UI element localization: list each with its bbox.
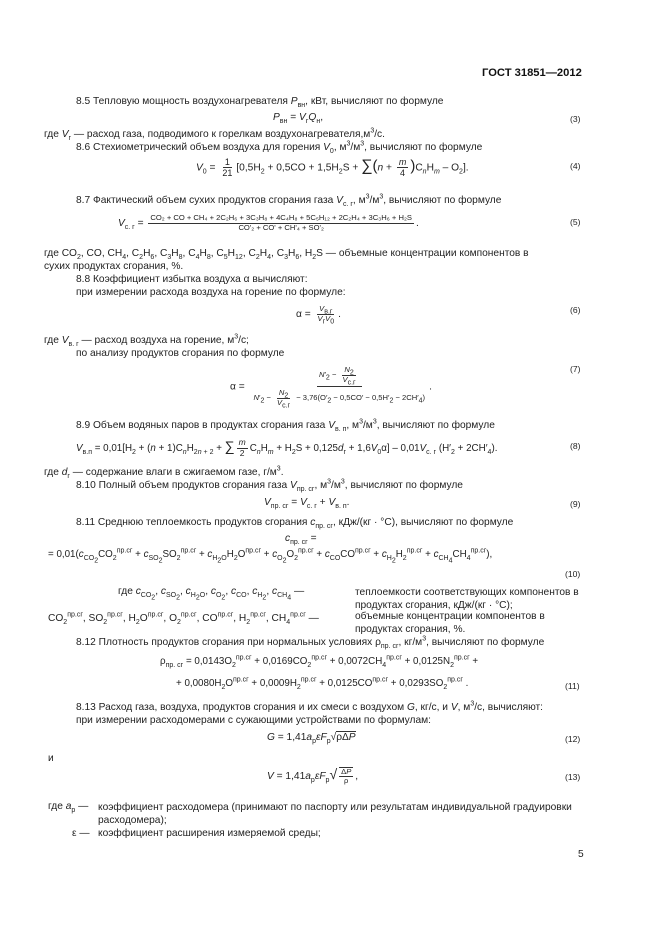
document-header: ГОСТ 31851—2012 xyxy=(482,67,582,79)
formula-12: $G = 1,41a_р\varepsilon F_р√\rho\Delta P$ xyxy=(267,732,356,746)
formula-9-number: (9) xyxy=(570,499,581,509)
para-8-12: 8.12 Плотность продуктов сгорания при нормальных условиях $\rho_{пр. сг}$, $кг/м^3$, вычисляют по формуле xyxy=(76,635,545,651)
formula-5: $V_{с. г}$ = CO₂ + CO + CH₄ + 2C₂H₆ + 3C₃H₈ + 4C₄H₈ + 5C₅H₁₂ + 2C₂H₄ + 3C₃H₆ + H₂S CO'₂ + CO' + CH'₄ + SO'₂ . xyxy=(118,213,419,232)
formula-10: = $0,01(c_{CO_2}CO_2^{пр.сг} + c_{SO_2}SO_2^{пр.сг} + c_{H_2O}H_2O^{пр.сг} + c_{O_2}O_2^{пр.сг} + c_{CO}CO^{пр.сг} + c_{H_2}H_2^{пр.сг} + c_{CH_4}CH_4^{пр.сг})$, xyxy=(48,547,493,565)
formula-13-number: (13) xyxy=(565,772,581,782)
para-8-10: 8.10 Полный объем продуктов сгорания газа $V_{пр. сг}$, $м^3/м^3$, вычисляют по формуле xyxy=(76,478,463,494)
formula-5-numerator: CO₂ + CO + CH₄ + 2C₂H₆ + 3C₃H₈ + 4C₄H₈ + 5C₅H₁₂ + 2C₂H₄ + 3C₃H₆ + H₂S xyxy=(150,213,412,222)
def-13-1-term: где $a_р$ — xyxy=(48,801,89,815)
def-10-1-text: теплоемкости соответствующих компонентов в продуктах сгорания, кДж/(кг · °С); xyxy=(355,587,579,611)
formula-10-number: (10) xyxy=(565,569,581,579)
formula-3: $P_{вн} = V_гQ_н$, xyxy=(273,112,324,126)
def-10-2-term: $CO_2^{пр.сг}$, $SO_2^{пр.сг}$, $H_2O^{пр.сг}$, $O_2^{пр.сг}$, $CO^{пр.сг}$, $H_2^{пр.сг}$, $CH_4^{пр.сг}$ — xyxy=(48,611,319,627)
formula-6-number: (6) xyxy=(570,305,581,315)
formula-13: $V = 1,41a_р\varepsilon F_р√$ $\frac{\Delta P}{\rho}$ , xyxy=(267,766,359,786)
para-8-6: 8.6 Стехиометрический объем воздуха для горения $V_0$, $м^3/м^3$, вычисляют по формуле xyxy=(76,140,483,156)
formula-7: α = $N'_2$ − $\frac{N_2}{V_{с.г}}$ $N'_2$ − $\frac{N_2}{V_{с.г}}$ − $3,76(O'_2 - 0,5CO' - 0,5H'_2 - 2CH'_4)$ . xyxy=(230,365,432,410)
para-8-5: 8.5 Тепловую мощность воздухонагревателя $P_{вн}$, кВт, вычисляют по формуле xyxy=(76,96,444,110)
def-13-2-term: ε — xyxy=(72,828,90,839)
para-8-13-line2: при измерении расходомерами с сужающими устройствами по формулам: xyxy=(76,715,431,726)
formula-3-number: (3) xyxy=(570,114,581,124)
para-8-8-line2: при измерении расхода воздуха на горение по формуле: xyxy=(76,287,346,298)
formula-8: $V_{в.п} = 0,01[H_2 + (n + 1)C_nH_{2n + 2}$ + ∑ $\frac{m}{2}$ $C_nH_m + H_2S + 0,125d_г + 1,6V_0\alpha] - 0,01V_{с. г}$ $(H'_2 + 2CH'_4)$. xyxy=(76,437,498,458)
formula-9: $V_{пр. сг} = V_{с. г} + V_{в. п}$. xyxy=(264,497,350,511)
formula-12-number: (12) xyxy=(565,734,581,744)
para-8-9-where: где $d_г$ — содержание влаги в сжигаемом газе, $г/м^3$. xyxy=(44,465,284,481)
formula-4: $V_0$ = $\frac{1}{21}$ [$0,5H_2 + 0,5CO + 1,5H_2S + \sum(n$ + $\frac{m}{4}$ )$C_nH_m - O_2$]. xyxy=(196,157,469,179)
formula-5-number: (5) xyxy=(570,217,581,227)
para-8-8: 8.8 Коэффициент избытка воздуха α вычисляют: xyxy=(76,274,308,285)
and-word: и xyxy=(48,753,54,764)
formula-6: α = $\frac{V_{в.г}}{V_гV_0}$ . xyxy=(296,304,341,326)
para-8-5-where: где $V_г$ — расход газа, подводимого к горелкам $воздухонагревателя,м^3/с$. xyxy=(44,127,385,143)
page-number: 5 xyxy=(578,849,584,860)
para-8-9: 8.9 Объем водяных паров в продуктах сгорания газа $V_{в. п}$, $м^3/м^3$, вычисляют по формуле xyxy=(76,418,495,434)
para-8-7-where-2: сухих продуктах сгорания, %. xyxy=(44,261,184,272)
formula-11-line2: + $0,0080H_2O^{пр.сг} + 0,0009H_2^{пр.сг} + 0,0125CO^{пр.сг} + 0,0293SO_2^{пр.сг}$ . xyxy=(176,676,469,691)
para-8-8-line3: по анализу продуктов сгорания по формуле xyxy=(76,348,285,359)
formula-11-line1: $\rho_{пр. сг} = 0,0143O_2^{пр.сг} + 0,0169CO_2^{пр.сг} + 0,0072CH_4^{пр.сг} + 0,0125N_2^{пр.сг}$ + xyxy=(160,654,479,669)
formula-4-number: (4) xyxy=(570,161,581,171)
para-8-7-where-1: где $CO_2$, CO, $CH_4$, $C_2H_6$, $C_3H_8$, $C_4H_8$, $C_5H_{12}$, $C_2H_4$, $C_3H_6$, $H_2S$ — объемные концентрации компонентов в xyxy=(44,248,529,262)
para-8-8-where: где $V_{в. г}$ — расход воздуха на горение, $м^3/с$; xyxy=(44,333,249,349)
para-8-11: 8.11 Среднюю теплоемкость продуктов сгорания $c_{пр. сг}$, кДж/(кг · °С), вычисляют по формуле xyxy=(76,517,514,531)
formula-8-number: (8) xyxy=(570,441,581,451)
formula-10-lhs: $c_{пр. сг}$ = xyxy=(285,533,317,547)
def-10-1-term: где $c_{CO_2}$, $c_{SO_2}$, $c_{H_2O}$, $c_{O_2}$, $c_{CO}$, $c_{H_2}$, $c_{CH_4}$ — xyxy=(118,586,305,602)
para-8-7: 8.7 Фактический объем сухих продуктов сгорания газа $V_{с. г}$, $м^3/м^3$, вычисляют по формуле xyxy=(76,193,502,209)
def-13-2-text: коэффициент расширения измеряемой среды; xyxy=(98,828,321,839)
para-8-13: 8.13 Расход газа, воздуха, продуктов сгорания и их смеси с воздухом G, кг/с, и V, $м^3/с$, вычисляют: xyxy=(76,700,544,713)
formula-11-number: (11) xyxy=(565,681,580,691)
formula-7-number: (7) xyxy=(570,364,581,374)
formula-5-denominator: CO'₂ + CO' + CH'₄ + SO'₂ xyxy=(238,222,324,232)
def-13-1-text: коэффициент расходомера (принимают по паспорту или результатам индивидуальной градуировки расходомера); xyxy=(98,802,572,826)
def-10-2-text: объемные концентрации компонентов в продуктах сгорания, %. xyxy=(355,611,545,635)
